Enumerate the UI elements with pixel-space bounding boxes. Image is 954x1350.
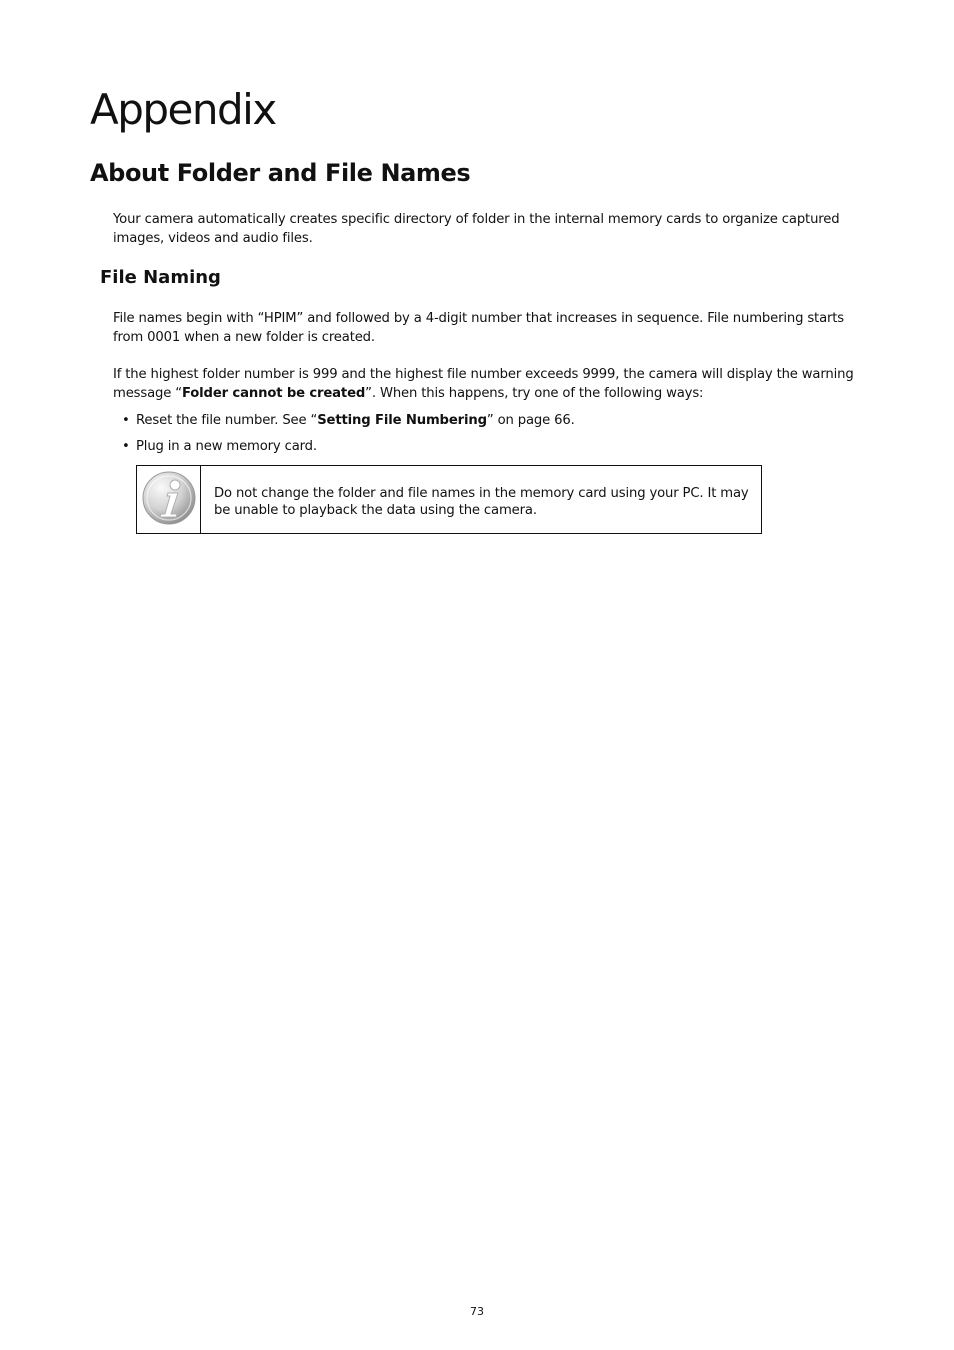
note-text: Do not change the folder and file names in the memory card using your PC. It may be unable to playback the data using the camera.: [214, 486, 749, 518]
list-item-text-after: ” on page 66.: [486, 413, 575, 428]
list-item-text: Reset the file number. See “: [136, 413, 318, 428]
page-number: 73: [470, 1305, 484, 1318]
section-title: About Folder and File Names: [90, 159, 471, 187]
note-icon-cell: [137, 466, 201, 533]
file-naming-paragraph: File names begin with “HPIM” and followed by a 4-digit number that increases in sequence. File numbering starts from 0001 when a new folder is created.: [113, 311, 845, 345]
subsection-title: File Naming: [100, 267, 221, 288]
bullet-marker: •: [122, 439, 130, 454]
warning-paragraph: [113, 365, 858, 403]
list-item-text: Plug in a new memory card.: [136, 439, 317, 454]
warning-text-before: If the highest folder number is 999 and the highest file number exceeds 9999, the camera will display the warning message “: [113, 367, 854, 401]
cross-reference-link[interactable]: Setting File Numbering: [317, 413, 487, 428]
info-icon: [141, 470, 197, 530]
list-item: [122, 411, 575, 437]
warning-text-after: ”. When this happens, try one of the following ways:: [365, 386, 704, 401]
bullet-marker: •: [122, 413, 130, 428]
chapter-title: Appendix: [90, 85, 276, 134]
intro-paragraph: Your camera automatically creates specific directory of folder in the internal memory cards to organize captured images, videos and audio files.: [113, 212, 840, 246]
list-item: [122, 437, 575, 463]
options-list: [122, 411, 575, 463]
warning-message-bold: Folder cannot be created: [181, 386, 366, 401]
note-box: [136, 465, 762, 534]
